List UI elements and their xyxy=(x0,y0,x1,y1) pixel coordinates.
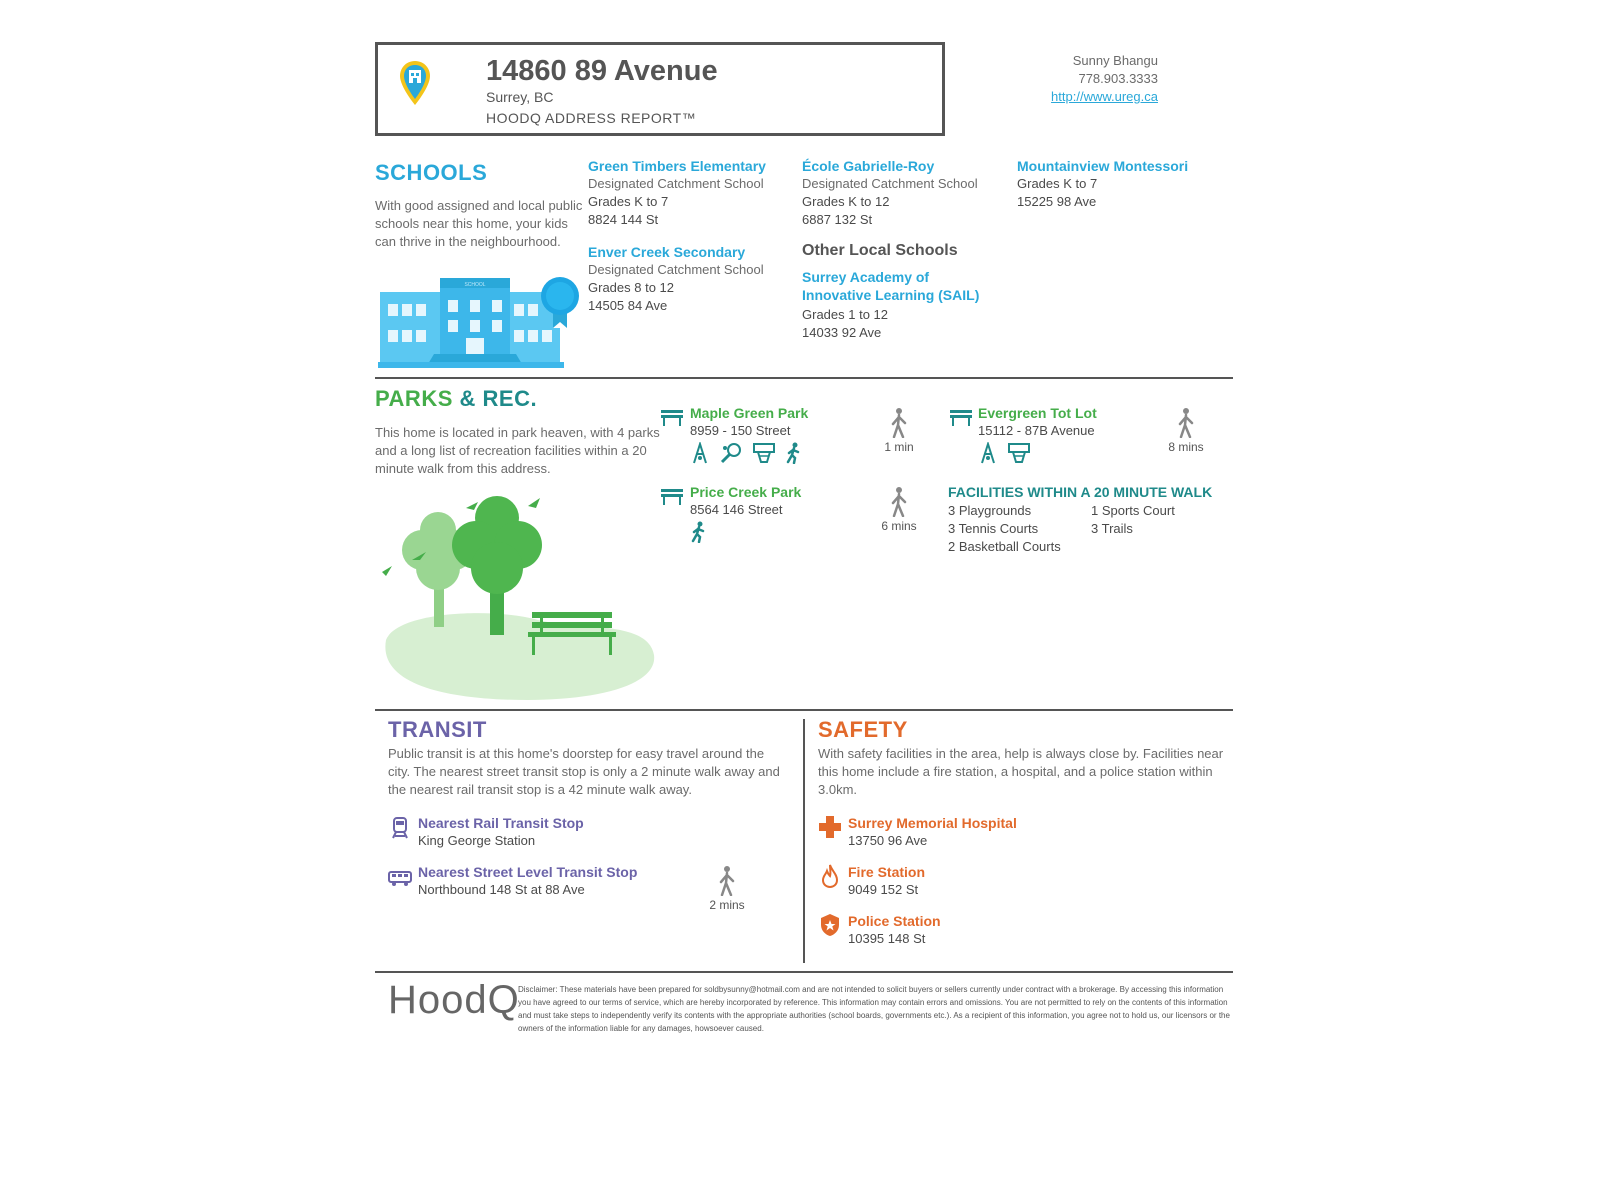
park-bench-icon xyxy=(661,410,683,426)
school-name-line1[interactable]: Surrey Academy of xyxy=(802,269,930,285)
column-divider xyxy=(803,719,805,963)
street-stop-label[interactable]: Nearest Street Level Transit Stop xyxy=(418,864,638,880)
park-amenities xyxy=(978,442,1097,464)
school-item xyxy=(802,157,1012,229)
school-type: Designated Catchment School xyxy=(588,262,764,277)
address-header-box xyxy=(375,42,945,136)
school-item xyxy=(802,268,1012,342)
school-name[interactable]: École Gabrielle-Roy xyxy=(802,158,935,174)
walk-time xyxy=(869,487,929,533)
park-item xyxy=(978,404,1097,464)
park-address: 8564 146 Street xyxy=(690,502,783,517)
safety-address: 9049 152 St xyxy=(848,882,919,897)
fire-icon xyxy=(822,864,838,888)
park-address: 15112 - 87B Avenue xyxy=(978,423,1095,438)
school-item xyxy=(1017,157,1227,211)
walk-time-label: 1 min xyxy=(884,440,914,454)
facilities-title: FACILITIES WITHIN A 20 MINUTE WALK xyxy=(948,484,1213,500)
safety-item xyxy=(848,814,1017,850)
playground-icon xyxy=(690,442,710,464)
tennis-icon xyxy=(720,442,742,464)
safety-item xyxy=(848,863,925,899)
transit-description: Public transit is at this home's doorstep for easy travel around the city. The nearest street transit stop is only a 2 minute walk away and the nearest rail transit stop is a 42 minute walk away. xyxy=(388,746,780,797)
walking-person-icon xyxy=(718,866,736,896)
park-name[interactable]: Evergreen Tot Lot xyxy=(978,405,1097,421)
safety-name[interactable]: Police Station xyxy=(848,913,941,929)
agent-info xyxy=(980,52,1158,106)
school-name[interactable]: Mountainview Montessori xyxy=(1017,158,1189,174)
walk-time-label: 2 mins xyxy=(709,898,745,912)
school-building-illustration xyxy=(378,274,588,374)
schools-title: SCHOOLS xyxy=(375,160,488,185)
playground-icon xyxy=(978,442,998,464)
transit-title: TRANSIT xyxy=(388,717,487,742)
hoodq-logo: HoodQ xyxy=(388,978,520,1022)
walking-person-icon xyxy=(890,487,908,517)
parks-title-a: PARKS xyxy=(375,386,453,411)
school-address: 6887 132 St xyxy=(802,212,873,227)
school-item xyxy=(588,243,798,315)
basketball-icon xyxy=(1008,442,1030,464)
school-grades: Grades K to 12 xyxy=(802,194,890,209)
school-type: Designated Catchment School xyxy=(802,176,978,191)
schools-description: With good assigned and local public schools near this home, your kids can thrive in the neighbourhood. xyxy=(375,198,583,249)
walking-person-icon xyxy=(1177,408,1195,438)
school-name-line2[interactable]: Innovative Learning (SAIL) xyxy=(802,287,980,303)
park-address: 8959 - 150 Street xyxy=(690,423,791,438)
rail-stop-label[interactable]: Nearest Rail Transit Stop xyxy=(418,815,584,831)
park-amenities xyxy=(690,521,801,543)
park-name[interactable]: Maple Green Park xyxy=(690,405,809,421)
section-divider xyxy=(375,709,1233,711)
bus-icon xyxy=(388,870,412,886)
parks-description: This home is located in park heaven, with 4 parks and a long list of recreation facilities within a 20 minute walk from this address. xyxy=(375,425,660,476)
safety-title: SAFETY xyxy=(818,717,908,742)
park-illustration xyxy=(378,490,660,705)
other-schools-title: Other Local Schools xyxy=(802,242,958,259)
safety-item xyxy=(848,912,941,948)
rail-stop xyxy=(418,814,584,850)
footer-divider xyxy=(375,971,1233,973)
walk-time xyxy=(1156,408,1216,454)
park-bench-icon xyxy=(950,410,972,426)
facility-item: 3 Playgrounds xyxy=(948,503,1032,518)
school-type: Designated Catchment School xyxy=(588,176,764,191)
school-item xyxy=(588,157,798,229)
school-name[interactable]: Green Timbers Elementary xyxy=(588,158,766,174)
parks-title-b: & REC. xyxy=(459,386,538,411)
park-bench-icon xyxy=(661,489,683,505)
school-address: 15225 98 Ave xyxy=(1017,194,1097,209)
facility-item: 3 Tennis Courts xyxy=(948,521,1039,536)
safety-name[interactable]: Surrey Memorial Hospital xyxy=(848,815,1017,831)
walk-time xyxy=(869,408,929,454)
school-grades: Grades 8 to 12 xyxy=(588,280,674,295)
school-address: 14033 92 Ave xyxy=(802,325,882,340)
report-title: HOODQ ADDRESS REPORT™ xyxy=(486,110,697,126)
park-item xyxy=(690,404,808,464)
school-address: 8824 144 St xyxy=(588,212,659,227)
school-grades: Grades 1 to 12 xyxy=(802,307,888,322)
parks-title xyxy=(375,386,537,412)
address-city: Surrey, BC xyxy=(486,89,554,105)
basketball-icon xyxy=(753,442,775,464)
agent-name: Sunny Bhangu xyxy=(1072,53,1158,68)
facility-item: 2 Basketball Courts xyxy=(948,539,1061,554)
safety-name[interactable]: Fire Station xyxy=(848,864,926,880)
school-address: 14505 84 Ave xyxy=(588,298,668,313)
address-title: 14860 89 Avenue xyxy=(486,55,718,87)
park-name[interactable]: Price Creek Park xyxy=(690,484,802,500)
park-amenities xyxy=(690,442,808,464)
rail-stop-name: King George Station xyxy=(418,833,536,848)
agent-phone: 778.903.3333 xyxy=(1078,71,1158,86)
facility-item: 1 Sports Court xyxy=(1091,503,1175,518)
facility-item: 3 Trails xyxy=(1091,521,1133,536)
hospital-cross-icon xyxy=(818,815,842,839)
street-stop-name: Northbound 148 St at 88 Ave xyxy=(418,882,585,897)
walk-time xyxy=(697,866,757,912)
police-badge-icon xyxy=(820,913,840,937)
school-name[interactable]: Enver Creek Secondary xyxy=(588,244,746,260)
walk-time-label: 6 mins xyxy=(881,519,917,533)
agent-website-link[interactable]: http://www.ureg.ca xyxy=(1051,89,1158,104)
safety-address: 13750 96 Ave xyxy=(848,833,928,848)
walk-time-label: 8 mins xyxy=(1168,440,1204,454)
section-divider xyxy=(375,377,1233,379)
school-grades: Grades K to 7 xyxy=(588,194,669,209)
street-stop xyxy=(418,863,637,899)
trail-runner-icon xyxy=(785,442,801,464)
disclaimer: Disclaimer: These materials have been prepared for soldbysunny@hotmail.com and are not intended to solicit buyers or sellers currently under contract with a brokerage. By accessing this information you have agreed to our terms of service, which are hereby incorporated by reference. This information may contain errors and omissions. You are not permitted to rely on the contents of this information and must take steps to independently verify its contents with the appropriate authorities (school boards, governments etc.). As a recipient of this information, you agree not to hold us, our licensors or the owners of the information liable for any damages, howsoever caused. xyxy=(518,985,1230,1033)
safety-address: 10395 148 St xyxy=(848,931,926,946)
walking-person-icon xyxy=(890,408,908,438)
safety-description: With safety facilities in the area, help is always close by. Facilities near this home include a fire station, a hospital, and a police station within 3.0km. xyxy=(818,746,1224,797)
school-sign-text: SCHOOL xyxy=(464,282,486,288)
trail-runner-icon xyxy=(690,521,706,543)
home-location-pin-icon xyxy=(398,59,432,107)
train-icon xyxy=(392,817,408,839)
school-grades: Grades K to 7 xyxy=(1017,176,1098,191)
park-item xyxy=(690,483,801,543)
